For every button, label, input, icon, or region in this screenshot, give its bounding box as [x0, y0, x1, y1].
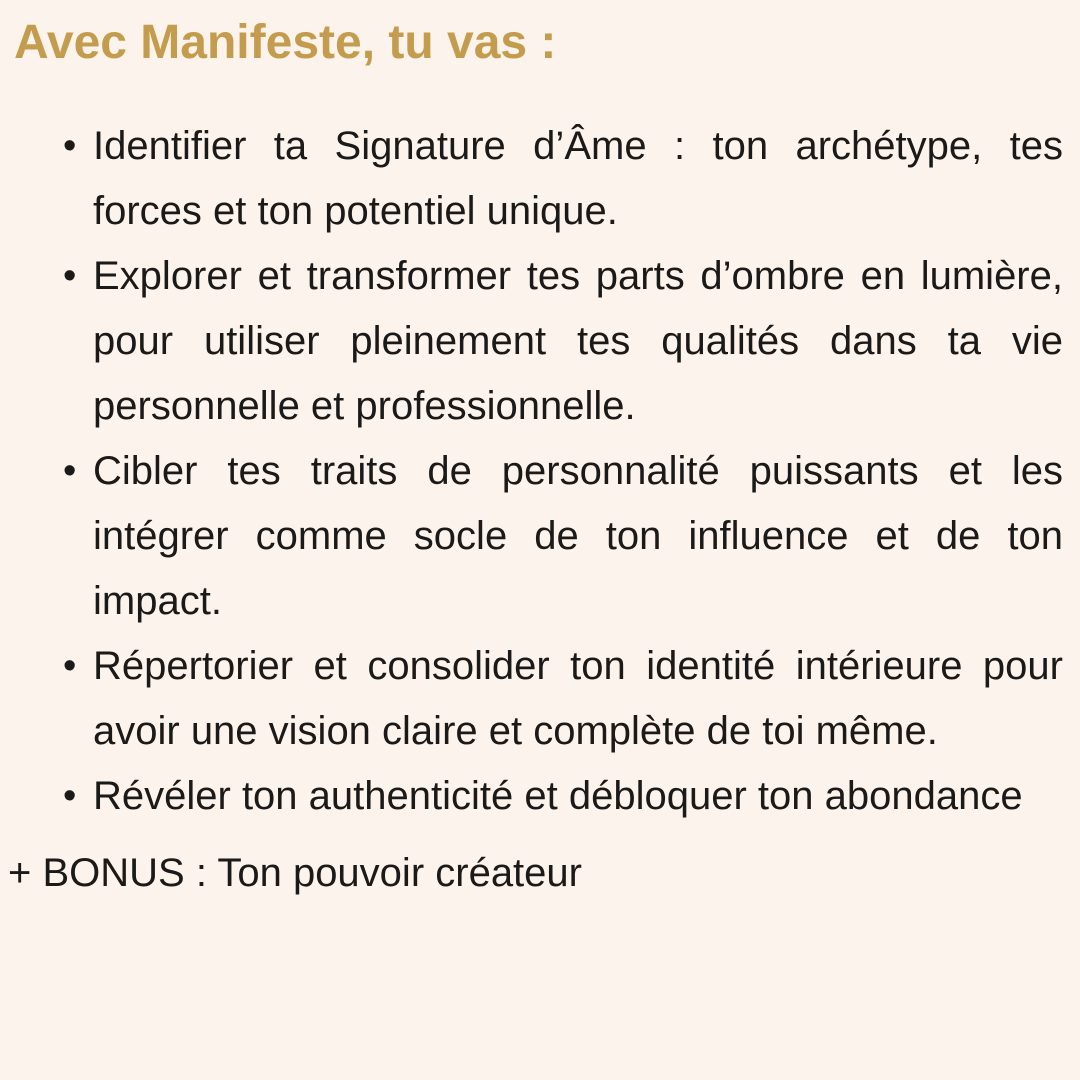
list-item: [63, 114, 1063, 244]
list-item-text: Cibler tes traits de personnalité puissants et les intégrer comme socle de ton influence et de ton impact.: [93, 449, 1063, 623]
page-title: Avec Manifeste, tu vas :: [14, 16, 557, 69]
list-item-text: Identifier ta Signature d’Âme : ton archétype, tes forces et ton potentiel unique.: [93, 124, 1063, 233]
list-item: [63, 244, 1063, 439]
list-item-text: Explorer et transformer tes parts d’ombre en lumière, pour utiliser pleinement tes qualités dans ta vie personnelle et professionnelle.: [93, 254, 1063, 428]
bonus-text: + BONUS : Ton pouvoir créateur: [8, 851, 582, 895]
bullet-icon: •: [63, 255, 77, 297]
list-item: [63, 764, 1063, 829]
bullet-icon: •: [63, 775, 77, 817]
bullet-icon: •: [63, 125, 77, 167]
list-item-text: Révéler ton authenticité et débloquer ton abondance: [93, 774, 1023, 818]
list-item-text: Répertorier et consolider ton identité intérieure pour avoir une vision claire et complète de toi même.: [93, 644, 1063, 753]
list-item: [63, 634, 1063, 764]
bullet-icon: •: [63, 645, 77, 687]
list-item: [63, 439, 1063, 634]
bullet-icon: •: [63, 450, 77, 492]
benefits-list: [63, 114, 1063, 829]
